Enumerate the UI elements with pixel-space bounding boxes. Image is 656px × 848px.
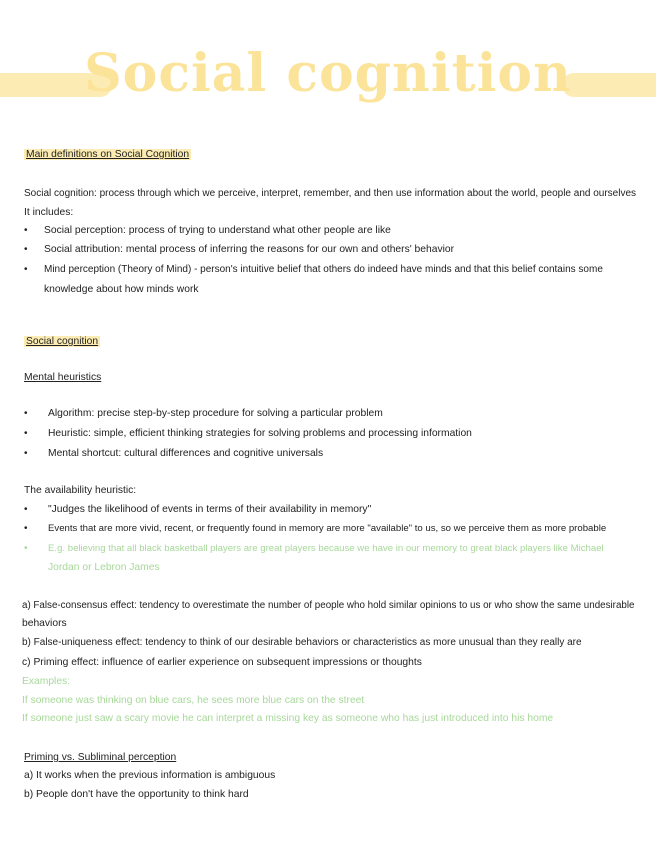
page-title: Social cognition — [84, 43, 572, 104]
bullet-dot: • — [24, 244, 28, 255]
bullet-dot: • — [24, 543, 28, 554]
bullet-dot: • — [24, 523, 28, 534]
bullet-algorithm: Algorithm: precise step-by-step procedure for solving a particular problem — [48, 408, 383, 419]
priming-point-b: b) People don't have the opportunity to think hard — [24, 789, 249, 800]
bullet-social-attribution: Social attribution: mental process of inferring the reasons for our own and others' behavior — [44, 244, 455, 255]
priming-vs-subliminal-heading: Priming vs. Subliminal perception — [24, 752, 177, 763]
section1-heading — [24, 150, 191, 160]
bullet-dot: • — [24, 225, 28, 236]
section2-heading — [24, 337, 100, 347]
availability-heading: The availability heuristic: — [24, 485, 137, 496]
bullet-mind-perception-cont: knowledge about how minds work — [44, 284, 199, 295]
priming-example-scary-movie: If someone just saw a scary movie he can interpret a missing key as someone who has just introduced into his home — [22, 713, 554, 724]
mental-heuristics-heading: Mental heuristics — [24, 372, 102, 383]
bullet-dot: • — [24, 264, 28, 275]
bullet-dot: • — [24, 448, 28, 459]
bullet-availability-events: Events that are more vivid, recent, or frequently found in memory are more "available" to us, so we perceive them as more probable — [48, 523, 607, 534]
bullet-dot: • — [24, 428, 28, 439]
bullet-dot: • — [24, 504, 28, 515]
section1-heading-text: Main definitions on Social Cognition — [26, 149, 190, 160]
false-consensus-effect: a) False-consensus effect: tendency to overestimate the number of people who hold similar opinions to us or who show the same undesirable — [22, 600, 635, 611]
false-consensus-effect-cont: behaviors — [22, 618, 67, 629]
availability-example: E.g. believing that all black basketball players are great players because we have in our memory to great black players like Michael — [48, 543, 604, 554]
bullet-availability-judges: "Judges the likelihood of events in terms of their availability in memory" — [48, 504, 372, 515]
social-cognition-definition: Social cognition: process through which we perceive, interpret, remember, and then use information about the world, people and ourselves — [24, 188, 637, 199]
priming-example-blue-cars: If someone was thinking on blue cars, he sees more blue cars on the street — [22, 695, 365, 706]
bullet-mental-shortcut: Mental shortcut: cultural differences and cognitive universals — [48, 448, 324, 459]
bullet-heuristic: Heuristic: simple, efficient thinking strategies for solving problems and processing information — [48, 428, 472, 439]
availability-example-cont: Jordan or Lebron James — [48, 562, 160, 573]
includes-label: It includes: — [24, 207, 74, 218]
bullet-dot: • — [24, 408, 28, 419]
bullet-social-perception: Social perception: process of trying to understand what other people are like — [44, 225, 391, 236]
examples-label: Examples: — [22, 676, 71, 687]
priming-effect: c) Priming effect: influence of earlier experience on subsequent impressions or thoughts — [22, 657, 422, 668]
priming-point-a: a) It works when the previous information is ambiguous — [24, 770, 276, 781]
false-uniqueness-effect: b) False-uniqueness effect: tendency to think of our desirable behaviors or characteristics as more unusual than they really are — [22, 637, 582, 648]
section2-heading-text: Social cognition — [26, 336, 99, 347]
bullet-mind-perception: Mind perception (Theory of Mind) - person's intuitive belief that others do indeed have minds and that this belief contains some — [44, 264, 603, 275]
